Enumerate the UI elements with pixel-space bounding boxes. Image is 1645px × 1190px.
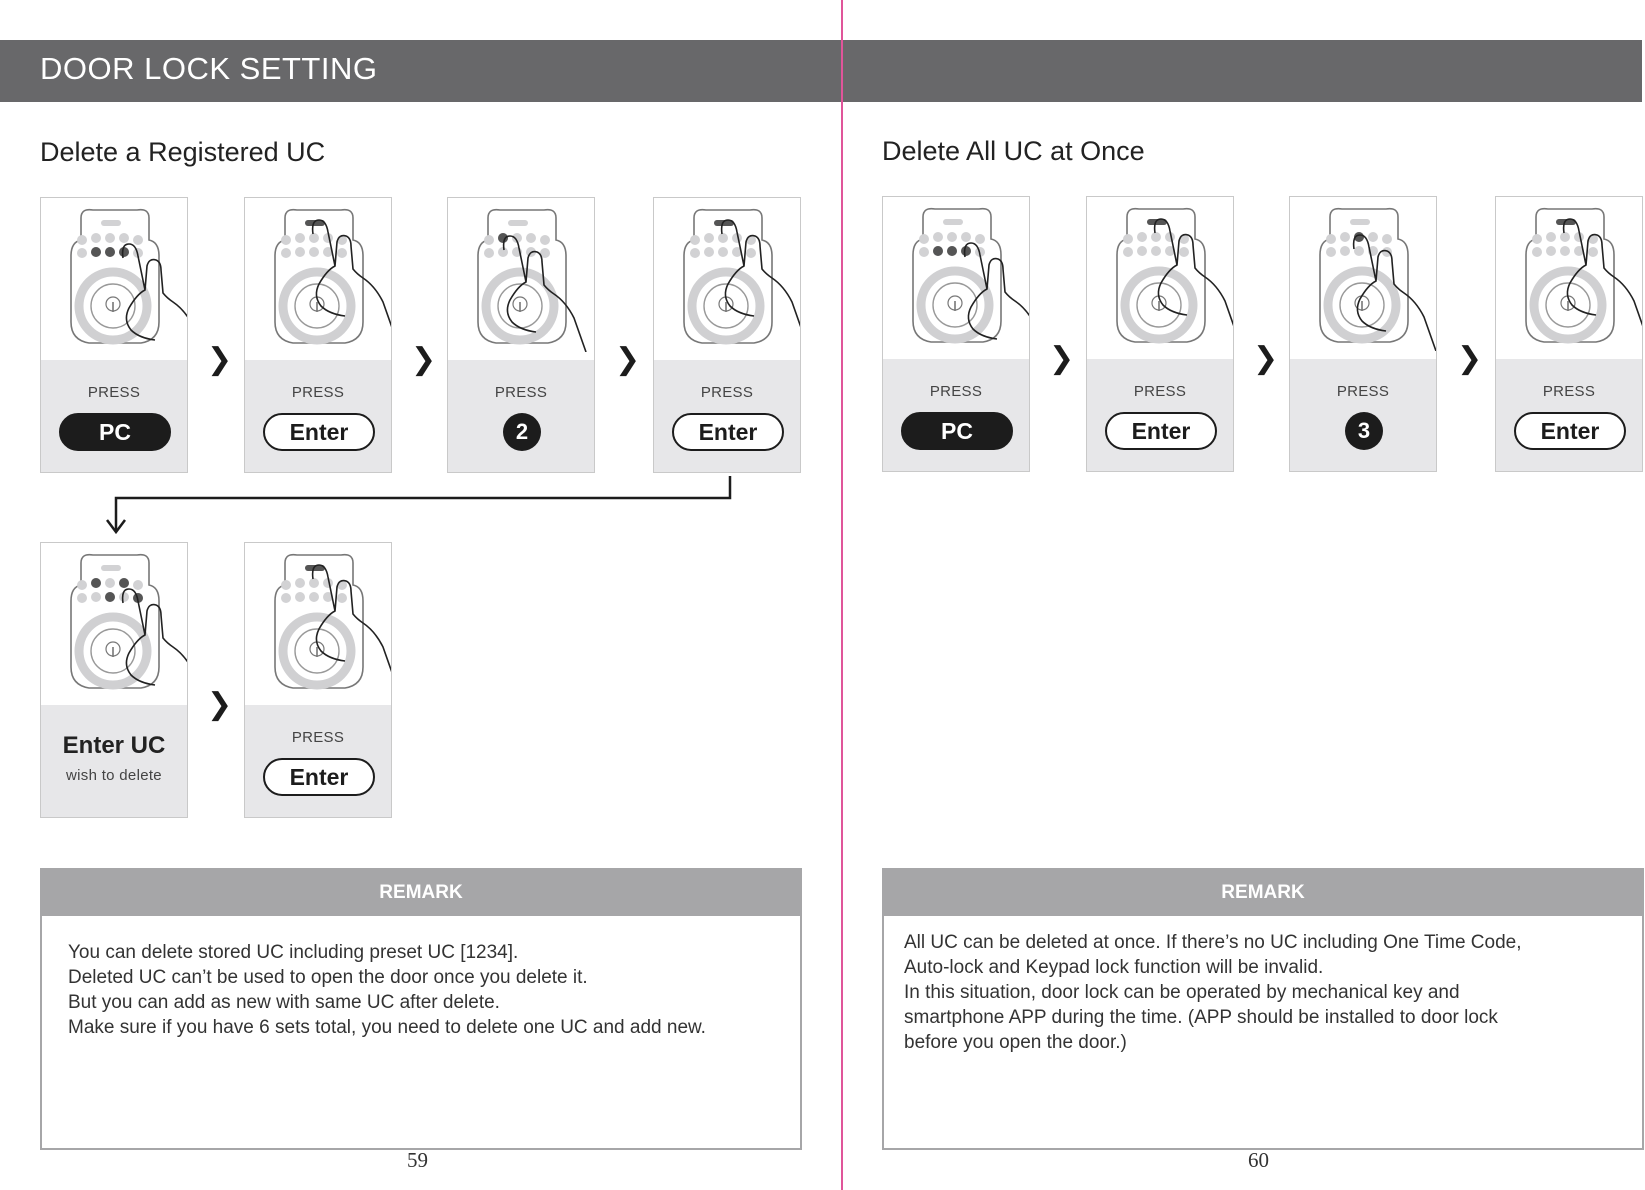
remark-header: REMARK — [884, 870, 1642, 916]
press-label: PRESS — [700, 384, 754, 401]
chevron-right-icon: ❯ — [615, 343, 641, 376]
key-enter: Enter — [263, 758, 375, 796]
press-label: PRESS — [1133, 383, 1187, 400]
remark-line: You can delete stored UC including preset UC [1234]. — [68, 942, 519, 963]
step-card — [244, 542, 392, 818]
door-lock-keypad-hand-icon — [1290, 197, 1436, 359]
step-card — [882, 196, 1030, 472]
left-section-title: Delete a Registered UC — [40, 137, 326, 167]
key-pc: PC — [59, 413, 171, 451]
right-remark-box — [882, 868, 1644, 1150]
door-lock-keypad-hand-icon — [245, 543, 391, 705]
door-lock-keypad-hand-icon — [448, 198, 594, 360]
step-card — [1289, 196, 1437, 472]
remark-header: REMARK — [42, 870, 800, 916]
chevron-right-icon: ❯ — [207, 688, 233, 721]
door-lock-keypad-hand-icon — [654, 198, 800, 360]
press-label: PRESS — [87, 384, 141, 401]
key-enter: Enter — [1105, 412, 1217, 450]
press-label: PRESS — [494, 384, 548, 401]
step-card — [40, 197, 188, 473]
page-number: 59 — [407, 1148, 428, 1172]
key-3: 3 — [1345, 412, 1383, 450]
left-remark-box — [40, 868, 802, 1150]
press-label: PRESS — [1336, 383, 1390, 400]
step-card — [447, 197, 595, 473]
remark-line: All UC can be deleted at once. If there’s no UC including One Time Code, — [904, 932, 1522, 953]
remark-line: Auto-lock and Keypad lock function will be invalid. — [904, 957, 1324, 978]
door-lock-keypad-hand-icon — [41, 543, 187, 705]
door-lock-keypad-hand-icon — [41, 198, 187, 360]
chevron-right-icon: ❯ — [1049, 342, 1075, 375]
enter-uc-label: Enter UC — [62, 732, 166, 759]
step-card — [1495, 196, 1643, 472]
remark-line: Deleted UC can’t be used to open the door once you delete it. — [68, 967, 588, 988]
remark-line: before you open the door.) — [904, 1032, 1127, 1053]
press-label: PRESS — [291, 384, 345, 401]
remark-line: smartphone APP during the time. (APP should be installed to door lock — [904, 1007, 1498, 1028]
right-section-title: Delete All UC at Once — [882, 136, 1145, 166]
door-lock-keypad-hand-icon — [883, 197, 1029, 359]
enter-uc-sublabel: wish to delete — [66, 767, 162, 784]
chevron-right-icon: ❯ — [207, 343, 233, 376]
step-card — [244, 197, 392, 473]
page-divider — [841, 0, 843, 1190]
key-pc: PC — [901, 412, 1013, 450]
remark-line: But you can add as new with same UC after delete. — [68, 992, 500, 1013]
key-enter: Enter — [672, 413, 784, 451]
press-label: PRESS — [291, 729, 345, 746]
key-enter: Enter — [1514, 412, 1626, 450]
press-label: PRESS — [929, 383, 983, 400]
remark-line: In this situation, door lock can be operated by mechanical key and — [904, 982, 1460, 1003]
page-title: DOOR LOCK SETTING — [40, 51, 378, 86]
chevron-right-icon: ❯ — [1253, 342, 1279, 375]
step-card — [40, 542, 188, 818]
remark-line: Make sure if you have 6 sets total, you need to delete one UC and add new. — [68, 1017, 706, 1038]
key-2: 2 — [503, 413, 541, 451]
door-lock-keypad-hand-icon — [1087, 197, 1233, 359]
key-enter: Enter — [263, 413, 375, 451]
door-lock-keypad-hand-icon — [1496, 197, 1642, 359]
chevron-right-icon: ❯ — [411, 343, 437, 376]
step-card — [653, 197, 801, 473]
chevron-right-icon: ❯ — [1457, 342, 1483, 375]
press-label: PRESS — [1542, 383, 1596, 400]
step-card — [1086, 196, 1234, 472]
flow-connector — [100, 472, 740, 536]
page-number: 60 — [1248, 1148, 1269, 1172]
door-lock-keypad-hand-icon — [245, 198, 391, 360]
